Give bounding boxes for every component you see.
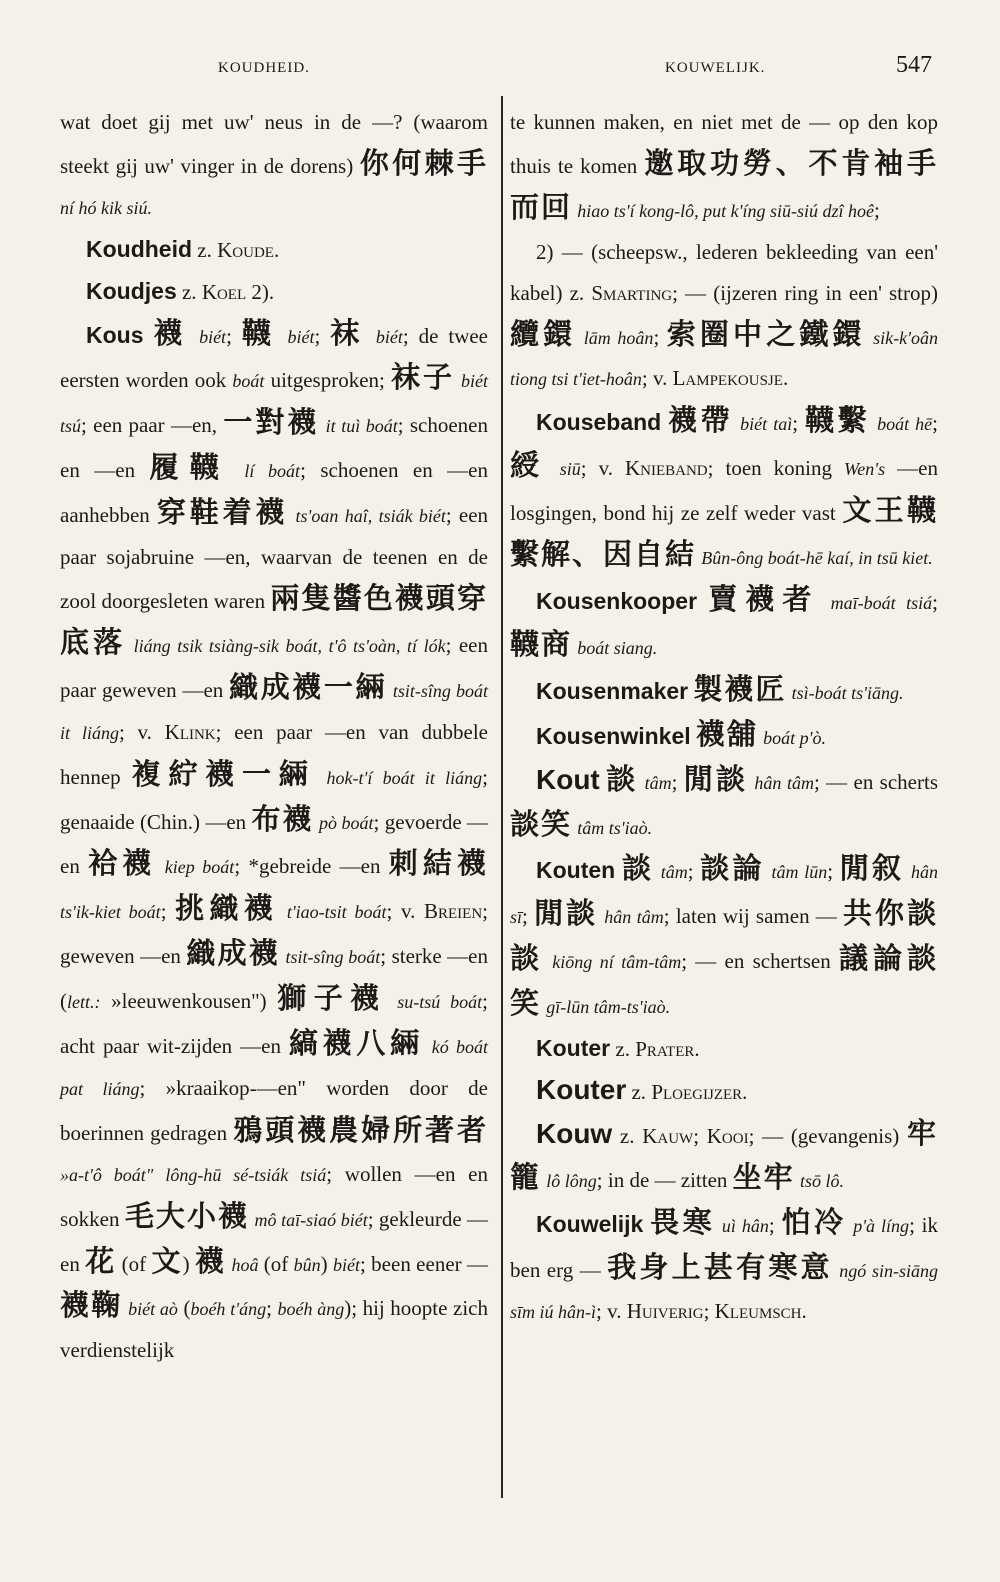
romanization: lām hoân	[583, 327, 654, 348]
chinese-characters: 獅子襪	[277, 981, 387, 1016]
romanization: tsì-boát ts'iāng.	[791, 682, 904, 703]
entry-text: ; v.	[580, 456, 625, 481]
chinese-characters: 牢籠	[510, 1115, 938, 1194]
dictionary-entry	[510, 1113, 938, 1202]
entry-text: .	[694, 1037, 700, 1062]
entry-text: )	[182, 1251, 195, 1276]
entry-text: .	[273, 237, 280, 262]
romanization: hân tâm	[604, 907, 664, 928]
chinese-characters: 袜	[330, 315, 366, 350]
entry-text: ; laten wij samen —	[663, 904, 844, 929]
chinese-characters: 襪舖	[695, 716, 758, 751]
chinese-characters: 我身上甚有寒意	[607, 1249, 833, 1284]
entry-text: uitgesproken;	[264, 368, 392, 393]
entry-text	[715, 1213, 722, 1237]
chinese-characters: 韈	[241, 315, 278, 350]
headword: Kout	[536, 763, 600, 795]
romanization: lô lông	[546, 1170, 597, 1191]
headword: Kouter	[536, 1035, 611, 1062]
entry-text: te kunnen maken, en niet met de — op den kop thuis te komen	[510, 110, 938, 178]
dictionary-entry	[510, 714, 938, 759]
cross-reference: Knieband	[624, 456, 708, 481]
chinese-characters: 綬	[510, 448, 548, 483]
entry-text: ; »kraaikop-—en" worden door de boerinnen gedragen	[60, 1075, 488, 1145]
chinese-characters: 談論	[700, 851, 765, 886]
headword: Kousenwinkel	[536, 722, 691, 749]
cross-reference: Smarting	[591, 280, 673, 305]
entry-text: ;	[703, 1299, 715, 1324]
entry-text	[615, 859, 622, 883]
romanization: boéh àng	[277, 1299, 345, 1320]
romanization: gī-lūn tâm-ts'iaò.	[546, 997, 671, 1018]
entry-text	[366, 324, 376, 348]
romanization: hân tâm	[754, 772, 814, 793]
entry-text: ; een paar —en van dubbele hennep	[60, 719, 488, 789]
entry-text	[654, 859, 661, 883]
romanization: hoâ	[231, 1254, 259, 1275]
romanization: t'iao-tsit boát	[286, 902, 387, 923]
romanization: biét tsú	[60, 371, 489, 437]
entry-text: —en losgingen, bond hij ze zelf weder vast	[510, 456, 938, 526]
header-left-guide-word: KOUDHEID.	[218, 60, 310, 76]
entry-text: ; in de — zitten	[596, 1167, 733, 1192]
chinese-characters: 挑織襪	[175, 891, 279, 926]
entry-text	[576, 325, 583, 349]
entry-text	[387, 989, 398, 1013]
romanization: boát p'ò.	[763, 727, 827, 748]
romanization: boát hē	[877, 414, 933, 435]
cross-reference: Klink	[164, 719, 216, 744]
entry-text: )	[320, 1251, 333, 1276]
chinese-characters: 鴉頭襪農婦所著者	[233, 1112, 488, 1147]
romanization: Wen's	[843, 459, 886, 480]
cross-reference: Kleumsch	[714, 1299, 802, 1324]
romanization: Bûn-ông boát-hē kaí, in tsū kiet.	[701, 548, 933, 569]
romanization: mô taī-siaó biét	[254, 1209, 368, 1230]
chinese-characters: 邀取功勞、不肯袖手而回	[510, 145, 938, 224]
entry-text: .	[801, 1299, 807, 1324]
headword: Koudheid	[86, 235, 193, 262]
romanization: tsō lô.	[799, 1170, 844, 1191]
entry-text	[548, 456, 560, 480]
entry-text: ;	[873, 197, 880, 222]
romanization: bûn	[293, 1254, 321, 1275]
entry-text: ); hij hoopte zich verdienstelijk	[60, 1296, 488, 1363]
cross-reference: Ploegijzer	[651, 1079, 743, 1104]
entry-text: .	[782, 366, 789, 391]
entry-text: ; — en schertsen	[681, 949, 839, 974]
entry-text: .	[742, 1079, 748, 1104]
cross-reference: Breien	[423, 899, 483, 924]
chinese-characters: 複紵襪一緉	[131, 756, 316, 791]
dictionary-entry	[510, 102, 938, 232]
entry-text: ; v.	[118, 719, 165, 744]
entry-text: ; wollen —en en sokken	[60, 1161, 488, 1231]
dictionary-entry	[60, 229, 488, 271]
chinese-characters: 議論談笑	[510, 941, 938, 1021]
chinese-characters: 縞襪八緉	[288, 1026, 424, 1061]
entry-text: ; — en scherts	[813, 769, 938, 794]
column-divider	[501, 96, 503, 1498]
entry-text: 2).	[246, 279, 275, 304]
romanization: ts'ik-kiet boát	[60, 902, 161, 923]
dictionary-entry	[510, 1070, 938, 1113]
entry-text: ; een paar sojabruine —en, waarvan de teenen en de zool doorgesleten waren	[60, 503, 489, 613]
entry-text: »leeuwenkousen")	[100, 989, 278, 1014]
chinese-characters: 襪鞠	[60, 1288, 123, 1323]
cross-reference: Kauw	[642, 1123, 694, 1148]
romanization: pò boát	[318, 812, 374, 833]
entry-text: z.	[612, 1123, 643, 1148]
headword: Kouwelijk	[536, 1210, 644, 1237]
chinese-characters: 履韈	[149, 450, 230, 485]
chinese-characters: 兩隻醬色襪頭穿底落	[60, 580, 488, 659]
entry-text: ;	[687, 859, 701, 884]
entry-text: ; *gebreide —en	[234, 854, 389, 879]
headword: Koudjes	[86, 277, 177, 304]
dictionary-entry	[510, 1202, 938, 1334]
romanization: siū	[559, 459, 581, 480]
romanization: lí boát	[244, 461, 301, 482]
romanization: ts'oan haî, tsiák biét	[295, 506, 446, 527]
entry-text	[230, 458, 244, 482]
chinese-characters: 韈商	[510, 626, 573, 661]
entry-text: ; gevoerde —en	[60, 809, 488, 879]
cross-reference: Prater	[635, 1037, 695, 1062]
entry-text: ;	[827, 859, 840, 884]
romanization: ngó sin-siāng sīm iú hân-ì	[510, 1260, 938, 1323]
entry-text	[315, 765, 326, 789]
entry-text: z.	[176, 279, 202, 304]
entry-text: ; acht paar wit-zijden —en	[60, 989, 488, 1059]
entry-text: z.	[192, 237, 218, 262]
romanization: lett.:	[67, 992, 101, 1013]
chinese-characters: 一對襪	[223, 405, 320, 440]
chinese-characters: 襪	[194, 1243, 227, 1278]
right-column	[510, 102, 938, 1333]
cross-reference: Koude	[217, 237, 274, 262]
romanization: tsit-sîng boát it liáng	[60, 680, 489, 743]
chinese-characters: 談	[606, 761, 639, 796]
entry-text: (of	[258, 1251, 294, 1276]
entry-text	[189, 324, 199, 348]
chinese-characters: 共你談談	[510, 896, 938, 976]
dictionary-entry	[60, 102, 488, 229]
romanization: biét aò	[128, 1299, 178, 1320]
dictionary-entry	[510, 579, 938, 669]
entry-text: ;	[160, 899, 176, 924]
entry-text: ;	[792, 411, 805, 436]
page-number: 547	[896, 52, 932, 78]
romanization: tâm	[644, 772, 672, 793]
romanization: biét	[287, 326, 315, 347]
chinese-characters: 織成襪一緉	[229, 669, 388, 704]
headword: Kousenkooper	[536, 587, 698, 614]
entry-text: ;	[932, 411, 939, 436]
entry-text	[697, 590, 708, 614]
chinese-characters: 文	[151, 1243, 183, 1278]
chinese-characters: 你何棘手	[359, 145, 488, 180]
romanization: sik-k'oân tiong tsi t'iet-hoân	[510, 327, 938, 390]
chinese-characters: 文王韈繫解、因自結	[510, 493, 938, 572]
cross-reference: Koel	[201, 279, 247, 304]
entry-text: ;	[522, 904, 535, 929]
chinese-characters: 製襪匠	[693, 671, 787, 706]
entry-text: ; toen koning	[707, 456, 844, 481]
romanization: kó boát pat liáng	[60, 1037, 488, 1099]
romanization: tâm ts'iaò.	[577, 817, 653, 838]
romanization: tsit-sîng boát	[285, 947, 381, 968]
chinese-characters: 毛大小襪	[124, 1198, 250, 1233]
cross-reference: Kooi	[706, 1123, 749, 1148]
cross-reference: Huiverig	[626, 1299, 704, 1324]
headword: Kous	[86, 321, 144, 348]
romanization: hân sī	[510, 862, 938, 928]
romanization: hok-t'í boát it liáng	[326, 767, 483, 788]
running-header	[0, 52, 1000, 92]
chinese-characters: 賣襪者	[708, 581, 820, 616]
entry-text: ;	[671, 769, 684, 794]
entry-text: 2) — (scheepsw., lederen bekleeding van een' kabel) z.	[510, 239, 938, 305]
romanization: boát	[232, 371, 265, 392]
entry-text: (	[177, 1296, 191, 1321]
romanization: ní hó kik siú.	[60, 197, 152, 218]
chinese-characters: 閒叙	[839, 851, 905, 886]
romanization: biét	[199, 326, 227, 347]
entry-text: ; v.	[386, 899, 424, 924]
chinese-characters: 坐牢	[732, 1159, 795, 1194]
entry-text: ; een paar geweven —en	[60, 632, 489, 702]
entry-text: ; schoenen en —en aanhebben	[60, 458, 488, 528]
chinese-characters: 花	[85, 1243, 117, 1278]
chinese-characters: 布襪	[251, 801, 314, 836]
headword: Kousenmaker	[536, 677, 689, 704]
entry-text	[126, 633, 133, 657]
entry-text: wat doet gij met uw' neus in de —? (waarom steekt gij uw' vinger in de dorens)	[60, 110, 488, 178]
chinese-characters: 刺結襪	[388, 846, 488, 881]
entry-text: ;	[693, 1123, 707, 1148]
cross-reference: Lampekousje	[672, 366, 783, 391]
headword: Kouw	[536, 1117, 613, 1149]
dictionary-entry	[510, 759, 938, 849]
entry-text: ; ik ben erg —	[510, 1212, 938, 1282]
entry-text: ; een paar —en,	[81, 413, 224, 438]
chinese-characters: 襪	[153, 315, 190, 350]
chinese-characters: 穿鞋着襪	[156, 495, 289, 530]
dictionary-entry	[510, 1028, 938, 1070]
entry-text: ; de twee eersten worden ook	[60, 323, 488, 393]
entry-text: ; v.	[596, 1299, 627, 1324]
dictionary-entry	[510, 400, 938, 579]
entry-text	[904, 859, 911, 883]
chinese-characters: 怕冷	[781, 1204, 847, 1239]
chinese-characters: 織成襪	[186, 936, 281, 971]
entry-text: ; v.	[641, 366, 673, 391]
entry-text: z.	[610, 1037, 636, 1062]
dictionary-entry	[60, 313, 488, 1372]
entry-text	[278, 899, 287, 923]
romanization: boát siang.	[577, 637, 658, 658]
romanization: biét taì	[740, 414, 793, 435]
chinese-characters: 談	[621, 851, 655, 886]
chinese-characters: 閒談	[683, 761, 748, 796]
entry-text: ; been eener —	[360, 1251, 488, 1276]
entry-text	[144, 324, 154, 348]
entry-text: ;	[768, 1212, 782, 1237]
headword: Kouter	[536, 1073, 627, 1105]
chinese-characters: 畏寒	[650, 1204, 716, 1239]
chinese-characters: 襪帶	[668, 403, 734, 438]
chinese-characters: 袜子	[391, 360, 455, 395]
romanization: it tuì boát	[325, 416, 398, 437]
chinese-characters: 談笑	[510, 806, 573, 841]
chinese-characters: 袷襪	[88, 846, 157, 881]
romanization: biét	[333, 1254, 360, 1275]
romanization: tâm lūn	[771, 862, 828, 883]
romanization: »a-t'ô boát" lông-hū sé-tsiák tsiá	[60, 1164, 327, 1185]
entry-text: z.	[626, 1079, 652, 1104]
entry-text	[156, 854, 164, 878]
header-right-guide-word: KOUWELIJK.	[665, 60, 766, 76]
romanization: p'à líng	[853, 1215, 910, 1236]
entry-text: ; genaaide (Chin.) —en	[60, 764, 488, 834]
romanization: boéh t'áng	[190, 1299, 267, 1320]
entry-text: ;	[266, 1296, 278, 1321]
romanization: liáng tsik tsiàng-sik boát, t'ô ts'oàn, tí lók	[133, 635, 446, 656]
chinese-characters: 索圈中之鐵鐶	[666, 316, 866, 351]
entry-text: ;	[932, 589, 938, 614]
headword: Kouseband	[536, 409, 662, 436]
dictionary-entry	[510, 848, 938, 1028]
entry-text: ; — (ijzeren ring in een' strop)	[672, 280, 938, 305]
headword: Kouten	[536, 857, 616, 884]
romanization: maī-boát tsiá	[830, 592, 933, 613]
entry-text	[278, 324, 288, 348]
dictionary-entry	[60, 271, 488, 313]
chinese-characters: 纜鐶	[510, 316, 577, 351]
dictionary-entry	[510, 232, 938, 401]
dictionary-entry	[510, 669, 938, 714]
chinese-characters: 閒談	[534, 896, 599, 931]
romanization: tâm	[660, 862, 688, 883]
left-column	[60, 102, 488, 1371]
entry-text: ;	[226, 323, 242, 348]
entry-text: ; gekleurde —en	[60, 1206, 489, 1276]
entry-text: (of	[116, 1251, 152, 1276]
romanization: biét	[375, 326, 403, 347]
entry-text	[424, 1034, 432, 1058]
entry-text: ; geweven —en	[60, 899, 488, 969]
entry-text: ; schoenen en —en	[60, 413, 488, 483]
romanization: kiōng ní tâm-tâm	[552, 952, 682, 973]
chinese-characters: 韈繫	[804, 403, 871, 438]
romanization: su-tsú boát	[397, 992, 483, 1013]
romanization: kiep boát	[164, 857, 235, 878]
entry-text	[819, 590, 830, 614]
entry-text	[544, 949, 552, 973]
romanization: uì hân	[721, 1215, 769, 1236]
romanization: hiao ts'í kong-lô, put k'íng siū-siú dzî hoê	[577, 200, 874, 221]
entry-text: ; — (gevangenis)	[748, 1123, 907, 1148]
entry-text: ; sterke —en (	[60, 944, 488, 1014]
entry-text: ;	[314, 323, 331, 348]
entry-text: ;	[653, 324, 667, 349]
